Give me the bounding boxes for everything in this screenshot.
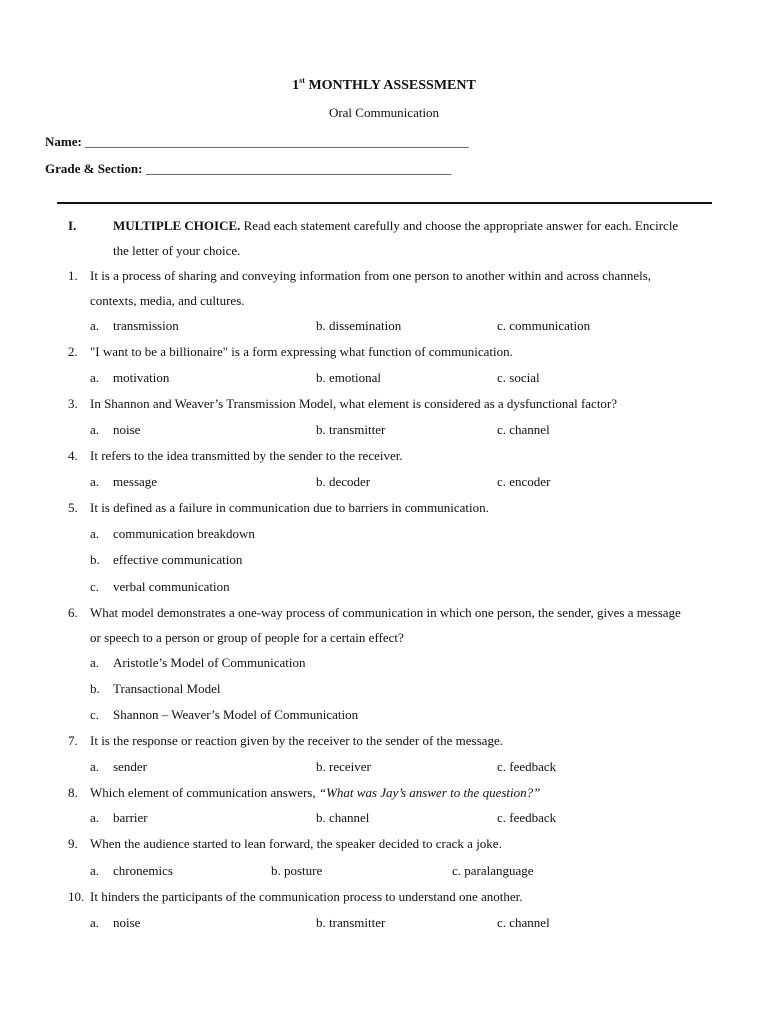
choice-c[interactable]: c. paralanguage	[452, 863, 534, 878]
question-text-plain: Which element of communication answers,	[90, 785, 319, 800]
choice-b[interactable]: b. decoder	[316, 474, 371, 489]
title-superscript: st	[299, 76, 305, 85]
question-number: 5.	[68, 500, 78, 515]
question-text-continued: contexts, media, and cultures.	[90, 293, 245, 308]
question-text-continued: or speech to a person or group of people for a certain effect?	[90, 630, 404, 645]
choice-b[interactable]: b. receiver	[316, 759, 371, 774]
choice-b[interactable]: b. posture	[271, 863, 323, 878]
choice-c[interactable]: Shannon – Weaver’s Model of Communication	[113, 707, 359, 722]
choice-c[interactable]: c. feedback	[497, 810, 557, 825]
question-text	[90, 785, 540, 801]
choice-c[interactable]: c. social	[497, 370, 540, 385]
choice-a-letter: a.	[90, 759, 100, 774]
question-number: 8.	[68, 785, 78, 800]
question-text-italic: “What was Jay’s answer to the question?”	[318, 785, 541, 800]
choice-a-letter: a.	[90, 655, 100, 670]
choice-a[interactable]: chronemics	[113, 863, 173, 878]
question-text: In Shannon and Weaver’s Transmission Model, what element is considered as a dysfunctional factor?	[90, 396, 618, 411]
choice-b-letter: b.	[90, 681, 100, 696]
choice-a-letter: a.	[90, 422, 100, 437]
choice-a-letter: a.	[90, 810, 100, 825]
question-number: 9.	[68, 836, 78, 851]
question-number: 10.	[68, 889, 85, 904]
question-text: It is defined as a failure in communication due to barriers in communication.	[90, 500, 489, 515]
choice-a[interactable]: barrier	[113, 810, 148, 825]
choice-a[interactable]: Aristotle’s Model of Communication	[113, 655, 306, 670]
choice-b[interactable]: Transactional Model	[113, 681, 221, 696]
choice-a-letter: a.	[90, 318, 100, 333]
section-instructions	[113, 218, 678, 234]
choice-a[interactable]: communication breakdown	[113, 526, 255, 541]
name-line: ___________________________________________________________	[85, 134, 469, 149]
choice-a-letter: a.	[90, 474, 100, 489]
choice-c[interactable]: c. feedback	[497, 759, 557, 774]
grade-section-field[interactable]	[45, 161, 451, 177]
choice-a[interactable]: motivation	[113, 370, 170, 385]
question-number: 4.	[68, 448, 78, 463]
question-text: "I want to be a billionaire" is a form expressing what function of communication.	[90, 344, 513, 359]
grade-section-label: Grade & Section:	[45, 161, 146, 176]
grade-section-line: _______________________________________________	[145, 161, 452, 176]
choice-a-letter: a.	[90, 526, 100, 541]
choice-b[interactable]: b. transmitter	[316, 422, 386, 437]
choice-c-letter: c.	[90, 579, 100, 594]
page-title	[0, 76, 768, 95]
question-number: 6.	[68, 605, 78, 620]
choice-a[interactable]: message	[113, 474, 158, 489]
name-field[interactable]	[45, 134, 469, 150]
choice-a[interactable]: noise	[113, 422, 141, 437]
header-divider	[57, 202, 712, 204]
question-text: What model demonstrates a one-way process of communication in which one person, the sender, gives a message	[90, 605, 681, 620]
question-text: It is the response or reaction given by the receiver to the sender of the message.	[90, 733, 503, 748]
choice-b[interactable]: b. emotional	[316, 370, 381, 385]
question-number: 1.	[68, 268, 78, 283]
choice-a[interactable]: sender	[113, 759, 147, 774]
choice-b[interactable]: effective communication	[113, 552, 243, 567]
name-label: Name:	[45, 134, 86, 149]
question-text: It hinders the participants of the communication process to understand one another.	[90, 889, 523, 904]
choice-a-letter: a.	[90, 370, 100, 385]
question-text: When the audience started to lean forward, the speaker decided to crack a joke.	[90, 836, 502, 851]
choice-b[interactable]: b. transmitter	[316, 915, 386, 930]
choice-b-letter: b.	[90, 552, 100, 567]
section-title: MULTIPLE CHOICE.	[113, 218, 241, 233]
choice-c[interactable]: c. communication	[497, 318, 591, 333]
section-number: I.	[68, 218, 77, 233]
choice-c[interactable]: verbal communication	[113, 579, 230, 594]
subject-subtitle: Oral Communication	[328, 105, 440, 120]
title-number: 1	[292, 78, 300, 93]
choice-c[interactable]: c. channel	[497, 915, 550, 930]
instruction-line-2: the letter of your choice.	[113, 243, 241, 258]
title-text: MONTHLY ASSESSMENT	[308, 78, 476, 93]
choice-a-letter: a.	[90, 863, 100, 878]
question-text: It refers to the idea transmitted by the sender to the receiver.	[90, 448, 403, 463]
question-text: It is a process of sharing and conveying information from one person to another within and across channels,	[90, 268, 652, 283]
choice-a[interactable]: noise	[113, 915, 141, 930]
choice-c[interactable]: c. channel	[497, 422, 550, 437]
choice-c-letter: c.	[90, 707, 100, 722]
question-number: 7.	[68, 733, 78, 748]
choice-b[interactable]: b. channel	[316, 810, 370, 825]
choice-b[interactable]: b. dissemination	[316, 318, 402, 333]
choice-a[interactable]: transmission	[113, 318, 179, 333]
choice-a-letter: a.	[90, 915, 100, 930]
question-number: 2.	[68, 344, 78, 359]
choice-c[interactable]: c. encoder	[497, 474, 551, 489]
question-number: 3.	[68, 396, 78, 411]
instruction-line-1: Read each statement carefully and choose the appropriate answer for each. Encircle	[240, 218, 679, 233]
